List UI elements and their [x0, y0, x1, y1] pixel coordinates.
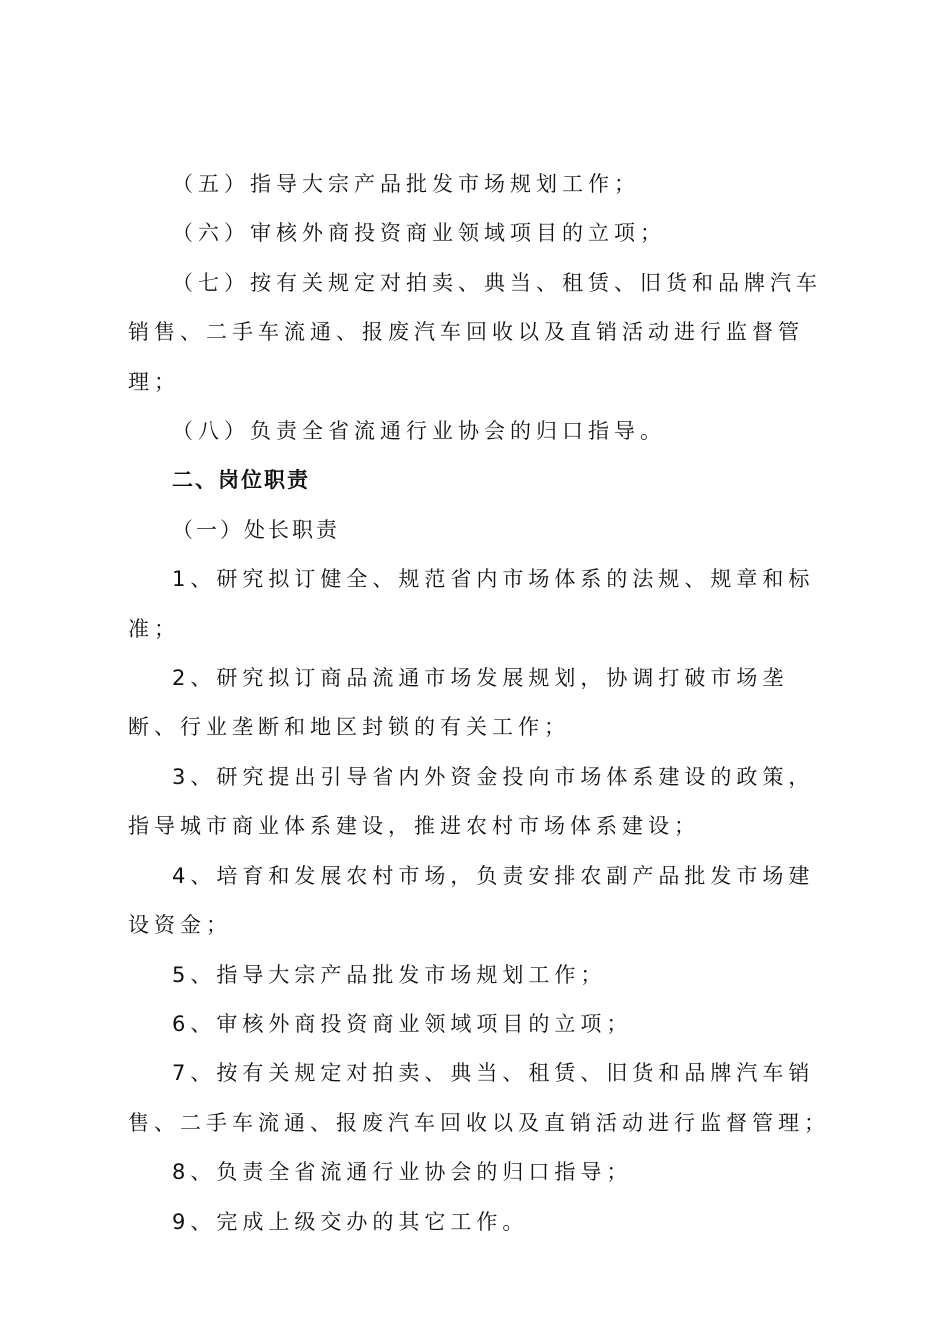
duty-item-5: 5、指导大宗产品批发市场规划工作；: [172, 962, 607, 987]
paragraph-item-6: （六）审核外商投资商业领域项目的立项；: [172, 221, 666, 246]
duty-item-9: 9、完成上级交办的其它工作。: [172, 1209, 529, 1234]
paragraph-item-5: （五）指导大宗产品批发市场规划工作；: [172, 172, 640, 196]
duty-item-4: 4、培育和发展农村市场，负责安排农副产品批发市场建设资金；: [128, 863, 815, 938]
duty-item-6: 6、审核外商投资商业领域项目的立项；: [172, 1011, 633, 1036]
paragraph-item-8: （八）负责全省流通行业协会的归口指导。: [172, 419, 666, 444]
subsection-heading: （一）处长职责: [172, 517, 340, 542]
duty-item-1: 1、研究拟订健全、规范省内市场体系的法规、规章和标准；: [128, 567, 815, 641]
section-heading: 二、岗位职责: [172, 468, 310, 493]
paragraph-item-7: （七）按有关规定对拍卖、典当、租赁、旧货和品牌汽车销售、二手车流通、报废汽车回收以及直销活动进行监督管理；: [128, 270, 822, 394]
duty-item-8: 8、负责全省流通行业协会的归口指导；: [172, 1160, 633, 1185]
duty-item-3: 3、研究提出引导省内外资金投向市场体系建设的政策，指导城市商业体系建设，推进农村市场体系建设；: [128, 764, 815, 839]
duty-item-2: 2、研究拟订商品流通市场发展规划，协调打破市场垄断、行业垄断和地区封锁的有关工作；: [128, 666, 789, 740]
duty-item-7: 7、按有关规定对拍卖、典当、租赁、旧货和品牌汽车销售、二手车流通、报废汽车回收以及直销活动进行监督管理；: [128, 1061, 830, 1135]
document-body: [128, 160, 838, 1247]
